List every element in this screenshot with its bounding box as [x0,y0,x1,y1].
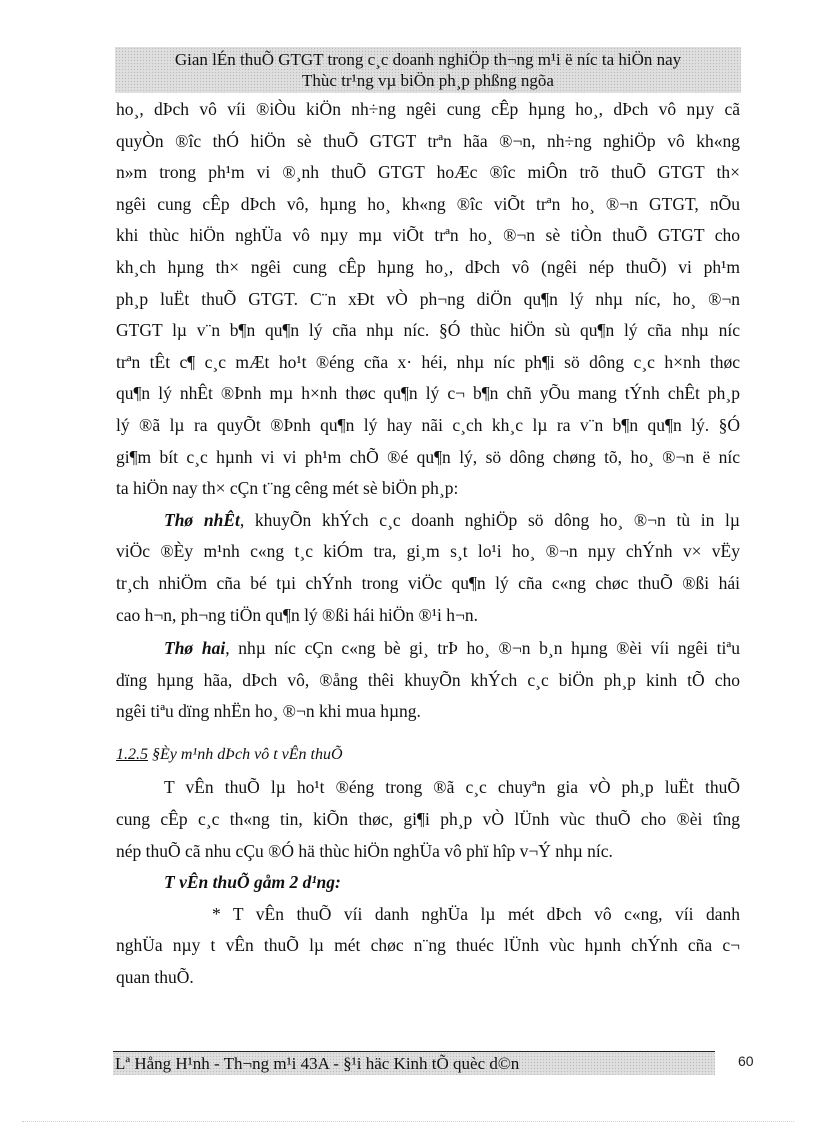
footer-author-text: Lª Hång H¹nh - Th¬ng m¹i 43A - §¹i häc Kinh tÕ quèc d©n [115,1054,520,1073]
text-line: ngêi cung cÊp dÞch vô, hµng ho¸ kh«ng ®îc viÕt trªn ho¸ ®¬n GTGT, nÕu [116,193,740,214]
text-line: tr¸ch nhiÖm cña bé tµi chÝnh trong viÖc qu¶n lý cña c«ng chøc thuÕ ®ßi hái [116,572,740,593]
text-line: * T vÊn thuÕ víi danh nghÜa lµ mét dÞch vô c«ng, víi danh [212,903,740,924]
text-line: nghÜa nµy t vÊn thuÕ lµ mét chøc n¨ng thuéc lÜnh vùc hµnh chÝnh cña c¬ [116,935,740,956]
text-line: cung cÊp c¸c th«ng tin, kiÕn thøc, gi¶i ph¸p vÒ lÜnh vùc thuÕ cho ®èi tîng [116,809,740,830]
paragraph-1 [116,94,740,505]
section-heading [116,739,740,771]
text-line: ho¸, dÞch vô víi ®iÒu kiÖn nh÷ng ngêi cung cÊp hµng ho¸, dÞch vô nµy cã [116,99,740,119]
subheading-text: T vÊn thuÕ gåm 2 d¹ng: [164,872,341,893]
text-line [116,633,740,665]
text-line [116,505,740,537]
text-line: quan thuÕ. [116,967,194,988]
header-title-line-1: Gian lÉn thuÕ GTGT trong c¸c doanh nghiÖp th¬ng m¹i ë níc ta hiÖn nay [174,50,682,69]
text-line: ph¸p luËt thuÕ GTGT. C¨n xÐt vÒ ph¬ng diÖn qu¶n lý nhµ níc, ho¸ ®¬n [116,288,740,309]
page-bottom-edge [22,1121,794,1122]
text-line: n»m trong ph¹m vi ®¸nh thuÕ GTGT hoÆc ®îc miÔn trõ thuÕ GTGT th× [116,162,740,183]
paragraph-lead: Thø hai [164,638,226,659]
text-line: qu¶n lý nhÊt ®Þnh mµ h×nh thøc qu¶n lý c¬ b¶n chñ yÕu mang tÝnh chÊt ph¸p [116,383,740,404]
text-run: , nhµ níc cÇn c«ng bè gi¸ trÞ ho¸ ®¬n b¸n hµng ®èi víi ngêi tiªu [225,638,740,659]
text-line: GTGT lµ v¨n b¶n qu¶n lý cña nhµ níc. §Ó thùc hiÖn sù qu¶n lý cña nhµ níc [116,320,740,341]
page-footer [113,1051,715,1075]
text-line: dïng hµng hãa, dÞch vô, ®ång thêi khuyÕn khÝch c¸c biÖn ph¸p kinh tÕ cho [116,669,740,690]
text-line: kh¸ch hµng th× ngêi cung cÊp hµng ho¸, dÞch vô (ngêi nép thuÕ) vi ph¹m [116,256,740,277]
subheading [116,867,740,899]
text-line: gi¶m bít c¸c hµnh vi vi ph¹m chÕ ®é qu¶n lý, sö dông chøng tõ, ho¸ ®¬n ë níc [116,446,740,467]
text-line: ngêi tiªu dïng nhËn ho¸ ®¬n khi mua hµng. [116,701,421,722]
paragraph-lead: Thø nhÊt [164,509,240,530]
paragraph-5 [116,899,740,994]
text-line: quyÒn ®îc thÓ hiÖn sè thuÕ GTGT trªn hãa ®¬n, nh÷ng nghiÖp vô kh«ng [116,130,740,151]
text-line: T vÊn thuÕ lµ ho¹t ®éng trong ®ã c¸c chuyªn gia vÒ ph¸p luËt thuÕ [164,777,740,798]
header-title-line-2: Thùc tr¹ng vµ biÖn ph¸p phßng ngõa [302,71,554,90]
paragraph-2 [116,505,740,631]
paragraph-4 [116,772,740,867]
document-body [116,94,740,994]
section-number: 1.2.5 [116,745,148,763]
section-title: §Èy m¹nh dÞch vô t vÊn thuÕ [148,745,343,763]
page-number: 60 [738,1053,754,1069]
text-line: nép thuÕ cã nhu cÇu ®Ó hä thùc hiÖn nghÜa vô phï hîp v¬Ý nhµ níc. [116,840,613,861]
page-header [115,47,741,93]
text-run: , khuyÕn khÝch c¸c doanh nghiÖp sö dông ho¸ ®¬n tù in lµ [239,509,740,530]
text-line: ta hiÖn nay th× cÇn t¨ng cêng mét sè biÖn ph¸p: [116,478,459,499]
text-line: trªn tÊt c¶ c¸c mÆt ho¹t ®éng cña x· héi, nhµ níc ph¶i sö dông c¸c h×nh thøc [116,351,740,372]
paragraph-3 [116,633,740,728]
text-line: cao h¬n, ph¬ng tiÖn qu¶n lý ®ßi hái hiÖn ®¹i h¬n. [116,604,478,625]
text-line: lý ®ã lµ ra quyÕt ®Þnh qu¶n lý hay nãi c¸ch kh¸c lµ ra v¨n b¶n qu¶n lý. §Ó [116,414,740,435]
text-line: khi thùc hiÖn nghÜa vô nµy mµ viÕt trªn ho¸ ®¬n sè tiÒn thuÕ GTGT cho [116,225,740,246]
text-line: viÖc ®Èy m¹nh c«ng t¸c kiÓm tra, gi¸m s¸t lo¹i ho¸ ®¬n nµy chÝnh v× vËy [116,541,740,562]
